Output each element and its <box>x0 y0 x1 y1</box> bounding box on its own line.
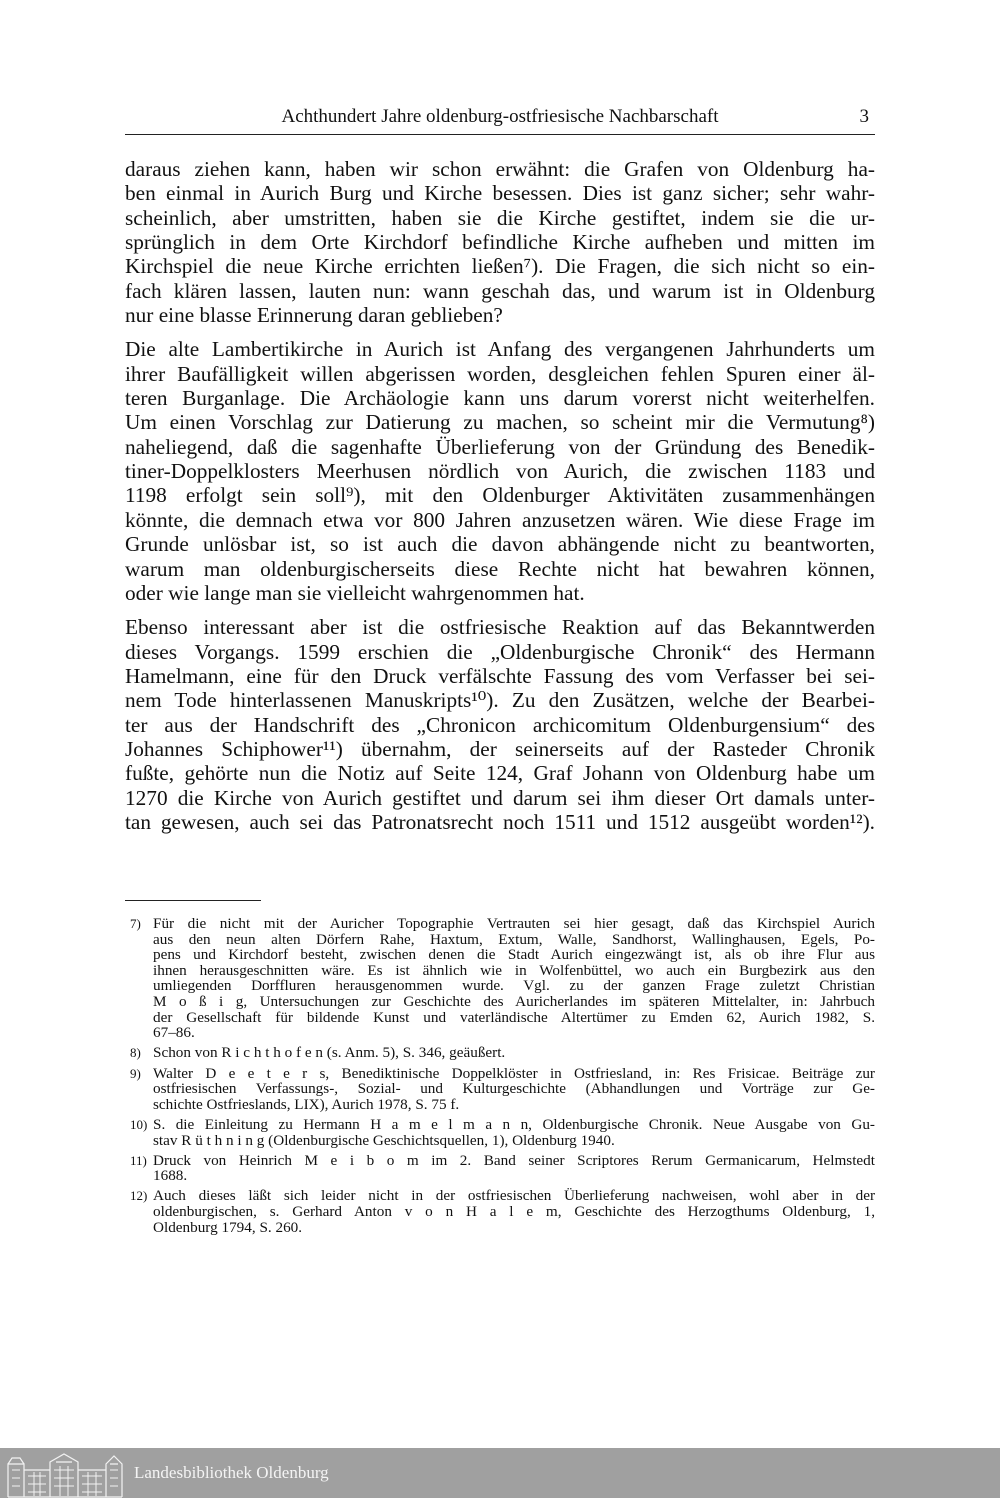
footnote-line: S. die Einleitung zu Hermann H a m e l m a n n, Oldenburgische Chronik. Neue Ausgabe von Gu- <box>153 1115 875 1133</box>
paragraph <box>125 157 875 327</box>
paragraph <box>125 337 875 605</box>
text-line: Um einen Vorschlag zur Datierung zu machen, so scheint mir die Vermutung⁸) <box>125 410 875 435</box>
footnote-line: der Gesellschaft für bildende Kunst und vaterländische Altertümer zu Emden 62, Aurich 1982, S. <box>153 1008 875 1026</box>
text-line: Johannes Schiphower¹¹) übernahm, der seinerseits auf der Rasteder Chronik <box>125 736 875 761</box>
footnote <box>130 916 875 1041</box>
text-line: Grunde unlösbar ist, so ist auch die davon abhängende nicht zu beantworten, <box>125 532 875 557</box>
footnote-line: umliegenden Dorffluren herausgenommen wurde. Vgl. zu der ganzen Frage zuletzt Christian <box>153 977 875 995</box>
body-text <box>125 157 875 844</box>
text-line: dieses Vorgangs. 1599 erschien die „Oldenburgische Chronik“ des Hermann <box>125 639 875 664</box>
footnote-line: 67–86. <box>153 1024 195 1042</box>
text-line: ter aus der Handschrift des „Chronicon archicomitum Oldenburgensium“ des <box>125 712 875 737</box>
text-line: Kirchspiel die neue Kirche errichten ließen⁷). Die Fragen, die sich nicht so ein- <box>125 254 875 279</box>
text-line: tiner-Doppelklosters Meerhusen nördlich von Aurich, die zwischen 1183 und <box>125 459 875 484</box>
footnote-line: M o ß i g, Untersuchungen zur Geschichte des Auricherlandes im späteren Mittelalter, in: Jahrbuch <box>153 992 875 1010</box>
footnote-line: pens und Kirchdorf besteht, zwischen denen die Stadt Aurich eingezwängt ist, als ob ihre Flur aus <box>153 946 875 964</box>
text-line: fußte, gehörte nun die Notiz auf Seite 124, Graf Johann von Oldenburg habe um <box>125 761 875 786</box>
footnote-number: 12) <box>130 1188 148 1204</box>
footer-label: Landesbibliothek Oldenburg <box>134 1463 329 1482</box>
footnote-line: Druck von Heinrich M e i b o m im 2. Band seiner Scriptores Rerum Germanicarum, Helmstedt <box>153 1151 875 1169</box>
text-line: oder wie lange man sie vielleicht wahrgenommen hat. <box>125 580 585 605</box>
footnote-line: schichte Ostfrieslands, LIX), Aurich 1978, S. 75 f. <box>153 1095 460 1113</box>
footnote-line: 1688. <box>153 1167 188 1185</box>
page-number: 3 <box>859 106 869 127</box>
text-line: ihrer Baufälligkeit willen abgerissen worden, desgleichen fehlen Spuren einer äl- <box>125 361 875 386</box>
footnote-line: ihnen herausgeschnitten wäre. Es ist ähnlich wie in Wolfenbüttel, wo auch ein Burgbezirk aus den <box>153 961 875 979</box>
footnote-number: 7) <box>130 916 141 931</box>
footnote <box>130 1066 875 1113</box>
footnote-number: 11) <box>130 1152 147 1168</box>
footnote-line: Schon von R i c h t h o f e n (s. Anm. 5), S. 346, geäußert. <box>153 1044 506 1062</box>
footnote-line: Oldenburg 1794, S. 260. <box>153 1218 303 1236</box>
text-line: warum man oldenburgischerseits diese Rechte nicht hat bewahren können, <box>125 556 875 581</box>
footnote-line: Auch dieses läßt sich leider nicht in der ostfriesischen Überlieferung nachweisen, wohl aber in der <box>153 1187 875 1205</box>
text-line: scheinlich, aber umstritten, haben sie die Kirche gestiftet, indem sie die ur- <box>125 205 875 230</box>
paragraph <box>125 615 875 834</box>
footnote-line: aus den neun alten Dörfern Rahe, Haxtum, Extum, Walle, Sandhorst, Wallinghausen, Egels, Po- <box>153 930 875 948</box>
running-header <box>125 104 875 135</box>
text-line: Ebenso interessant aber ist die ostfriesische Reaktion auf das Bekanntwerden <box>125 615 875 640</box>
text-line: könnte, die demnach etwa vor 800 Jahren anzusetzen wären. Wie diese Frage im <box>125 507 875 532</box>
footnote-number: 9) <box>130 1065 141 1081</box>
running-title: Achthundert Jahre oldenburg-ostfriesische Nachbarschaft <box>281 106 719 127</box>
footnote <box>130 1188 875 1235</box>
footnote-separator <box>125 900 261 901</box>
footnote <box>130 1045 875 1061</box>
footnote-line: stav R ü t h n i n g (Oldenburgische Geschichtsquellen, 1), Oldenburg 1940. <box>153 1131 615 1149</box>
footnotes <box>130 916 875 1240</box>
text-line: ben einmal in Aurich Burg und Kirche besessen. Dies ist ganz sicher; sehr wahr- <box>125 181 875 206</box>
footnote-line: Walter D e e t e r s, Benediktinische Doppelklöster in Ostfriesland, in: Res Frisicae. Beiträge zur <box>153 1064 875 1082</box>
footnote <box>130 1117 875 1148</box>
footer-bar <box>0 1448 1000 1498</box>
footnote-line: ostfriesischen Verfassungs-, Sozial- und Kulturgeschichte (Abhandlungen und Vorträge zur Ge- <box>153 1080 875 1098</box>
footnote <box>130 1153 875 1184</box>
text-line: 1198 erfolgt sein soll⁹), mit den Oldenburger Aktivitäten zusammenhängen <box>125 483 875 508</box>
library-building-icon <box>6 1450 124 1498</box>
text-line: 1270 die Kirche von Aurich gestiftet und darum sei ihm dieser Ort damals unter- <box>125 785 875 810</box>
footnote-number: 10) <box>130 1116 148 1132</box>
footnote-line: oldenburgischen, s. Gerhard Anton v o n H a l e m, Geschichte des Herzogthums Oldenburg, 1, <box>153 1203 875 1221</box>
text-line: daraus ziehen kann, haben wir schon erwähnt: die Grafen von Oldenburg ha- <box>125 157 875 181</box>
footnote-number: 8) <box>130 1045 141 1061</box>
footnote-line: Für die nicht mit der Auricher Topographie Vertrauten sei hier gesagt, daß das Kirchspiel Aurich <box>153 915 875 932</box>
text-line: naheliegend, daß die sagenhafte Überlieferung von der Gründung des Benedik- <box>125 434 875 459</box>
text-line: Hamelmann, eine für den Druck verfälschte Fassung des vom Verfasser bei sei- <box>125 663 875 688</box>
text-line: nur eine blasse Erinnerung daran geblieben? <box>125 303 503 328</box>
text-line: nem Tode hinterlassenen Manuskripts¹⁰). Zu den Zusätzen, welche der Bearbei- <box>125 688 875 713</box>
text-line: sprünglich in dem Orte Kirchdorf befindliche Kirche aufheben und mitten im <box>125 230 875 255</box>
text-line: Die alte Lambertikirche in Aurich ist Anfang des vergangenen Jahrhunderts um <box>125 337 875 362</box>
text-line: teren Burganlage. Die Archäologie kann uns darum vorerst nicht weiterhelfen. <box>125 386 875 411</box>
text-line: tan gewesen, auch sei das Patronatsrecht noch 1511 und 1512 ausgeübt worden¹²). <box>125 809 875 834</box>
text-line: fach klären lassen, lauten nun: wann geschah das, und warum ist in Oldenburg <box>125 278 875 303</box>
